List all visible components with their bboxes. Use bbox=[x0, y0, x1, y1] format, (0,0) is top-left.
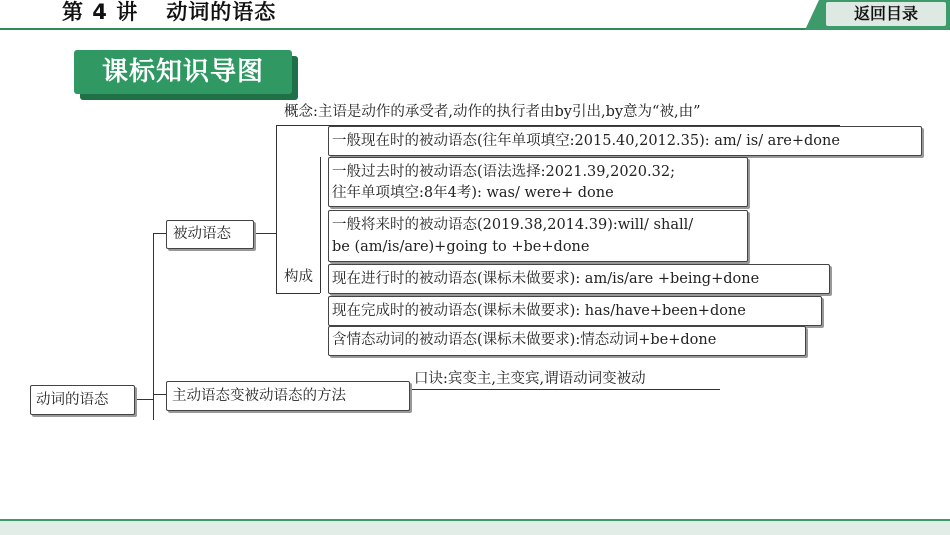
header-divider bbox=[0, 28, 820, 30]
tense-item-text: 现在完成时的被动语态(课标未做要求): has/have+been+done bbox=[332, 303, 746, 319]
connector bbox=[252, 233, 276, 234]
connector bbox=[153, 394, 166, 395]
conversion-method-node bbox=[166, 381, 410, 411]
tense-item-past-simple bbox=[328, 157, 748, 207]
footer-divider bbox=[0, 519, 950, 521]
tense-item-text: 往年单项填空:8年4考): was/ were+ done bbox=[332, 185, 614, 201]
footer-bar bbox=[0, 519, 950, 535]
tense-item-present-perfect bbox=[328, 296, 822, 326]
tense-item-text: 一般现在时的被动语态(往年单项填空:2015.40,2012.35): am/ is/ are+done bbox=[332, 133, 840, 149]
tense-item-text: 现在进行时的被动语态(课标未做要求): am/is/are +being+done bbox=[332, 271, 760, 287]
structure-label: 构成 bbox=[284, 269, 313, 285]
lesson-heading bbox=[62, 0, 276, 26]
header-bar bbox=[0, 0, 950, 30]
tense-item-modal bbox=[328, 326, 806, 356]
connector bbox=[276, 125, 277, 293]
root-node bbox=[30, 385, 135, 415]
passive-voice-node bbox=[166, 220, 254, 249]
connector bbox=[408, 389, 720, 390]
tense-item-present-simple bbox=[328, 126, 922, 156]
root-node-label: 动词的语态 bbox=[36, 392, 109, 408]
conversion-method-label: 主动语态变被动语态的方法 bbox=[172, 388, 346, 404]
tense-item-text: 含情态动词的被动语态(课标未做要求):情态动词+be+done bbox=[332, 332, 717, 348]
conversion-tip: 口诀:宾变主,主变宾,谓语动词变被动 bbox=[414, 371, 646, 387]
connector bbox=[153, 233, 154, 420]
tense-item-text: be (am/is/are)+going to +be+done bbox=[332, 239, 590, 255]
connector bbox=[320, 157, 321, 293]
section-banner bbox=[74, 50, 292, 94]
concept-text: 概念:主语是动作的承受者,动作的执行者由by引出,by意为“被,由” bbox=[284, 104, 701, 120]
tense-item-future-simple bbox=[328, 210, 748, 262]
passive-voice-label: 被动语态 bbox=[173, 226, 231, 242]
connector bbox=[153, 233, 166, 234]
lesson-number: 第 4 讲 bbox=[62, 0, 139, 24]
tense-item-present-continuous bbox=[328, 264, 830, 294]
connector bbox=[276, 125, 284, 126]
banner-title: 课标知识导图 bbox=[101, 57, 264, 87]
connector bbox=[276, 293, 320, 294]
return-to-contents-button[interactable]: 返回目录 bbox=[826, 2, 946, 26]
tense-item-text: 一般过去时的被动语态(语法选择:2021.39,2020.32; bbox=[332, 164, 675, 180]
lesson-title: 动词的语态 bbox=[166, 0, 277, 24]
connector bbox=[133, 399, 153, 400]
tense-item-text: 一般将来时的被动语态(2019.38,2014.39):will/ shall/ bbox=[332, 217, 694, 233]
